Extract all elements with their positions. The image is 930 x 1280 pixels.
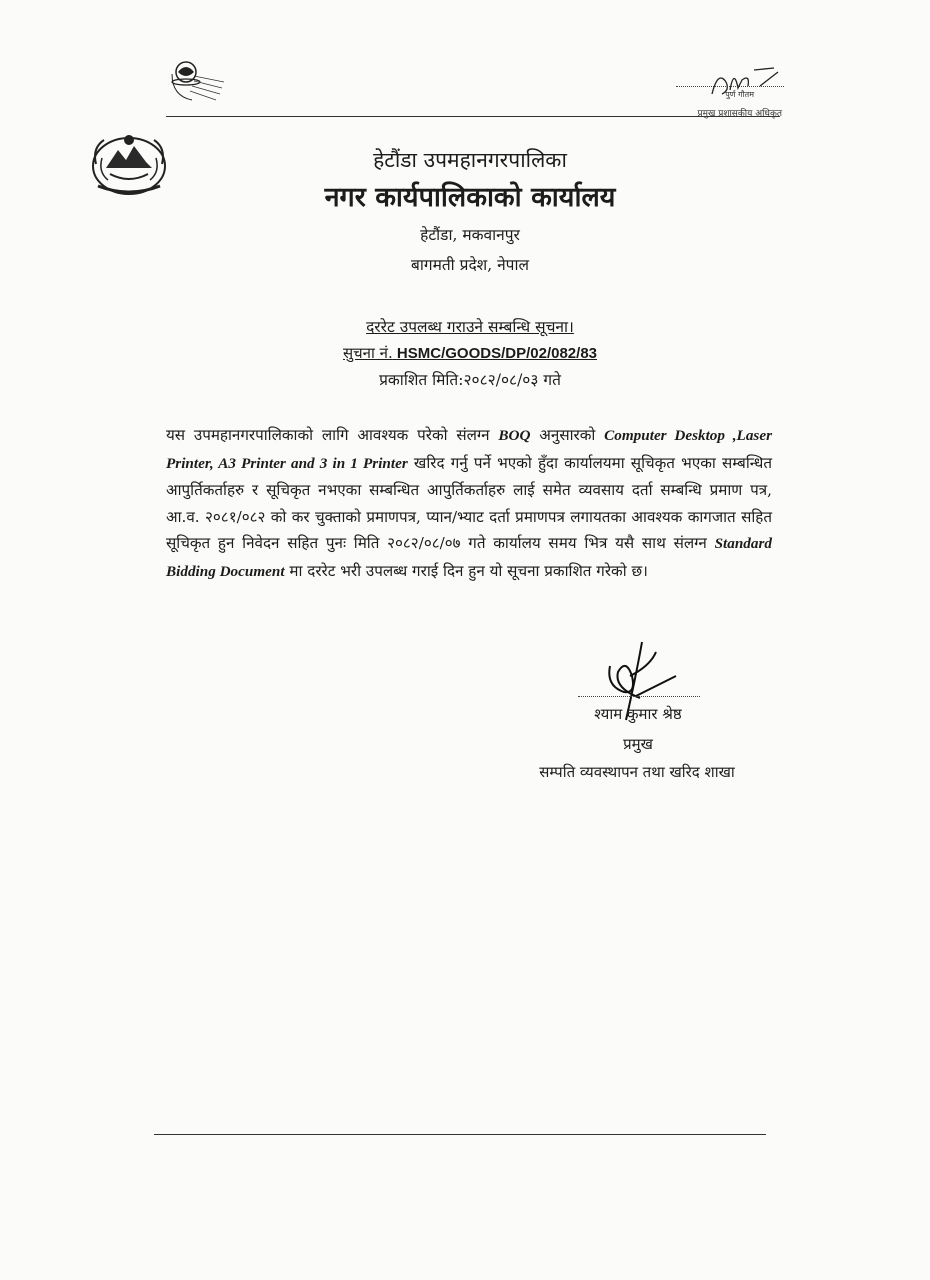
signature-block [500, 636, 770, 796]
officer-stamp [664, 60, 784, 122]
officer-name: पुर्ण गौतम [725, 90, 754, 99]
body-text-1: यस उपमहानगरपालिकाको लागि आवश्यक परेको संलग्न [166, 426, 499, 444]
body-items: Computer Desktop ,Laser Printer, A3 Printer and 3 in 1 Printer [166, 427, 772, 472]
footer-divider [154, 1134, 766, 1135]
officer-signature-line [676, 86, 784, 87]
municipality-name: हेटौंडा उपमहानगरपालिका [373, 148, 567, 172]
notice-number [300, 340, 640, 367]
nepal-emblem-icon [88, 128, 170, 200]
signer-name: श्याम कुमार श्रेष्ठ [594, 705, 682, 723]
notice-number-value: HSMC/GOODS/DP/02/082/83 [396, 345, 597, 362]
signature-line [578, 696, 700, 697]
signer-title: प्रमुख [623, 735, 653, 753]
notice-heading [300, 314, 640, 393]
notice-title: दररेट उपलब्ध गराउने सम्बन्धि सूचना। [366, 318, 574, 336]
address-line-2: बागमती प्रदेश, नेपाल [410, 256, 529, 274]
iso-logo-icon [166, 52, 230, 104]
notice-body [166, 422, 772, 585]
signer-department: सम्पति व्यवस्थापन तथा खरिद शाखा [539, 763, 735, 781]
body-text-2: अनुसारको [530, 426, 605, 444]
notice-number-label: सुचना नं. [343, 344, 393, 362]
office-header [250, 146, 690, 280]
body-text-3: खरिद गर्नु पर्ने भएको हुँदा कार्यालयमा सूचिकृत भएका सम्बन्धित आपुर्तिकर्ताहरु र सूचिकृत नभएका सम्बन्धित आपुर्तिकर्ताहरु लाई समेत व्यवसाय दर्ता सम्बन्धि प्रमाण पत्र, आ.व. २०८१/०८२ को कर चुक्ताको प्रमाणपत्र, प्यान/भ्याट दर्ता प्रमाणपत्र लगायतका आवश्यक कागजात सहित सूचिकृत हुन निवेदन सहित पुनः मिति २०८२/०८/०७ गते कार्यालय समय भित्र यसै साथ संलग्न [166, 453, 772, 552]
officer-title: प्रमुख प्रशासकीय अधिकृत [697, 109, 782, 119]
header-divider [166, 116, 780, 117]
published-date: प्रकाशित मिति:२०८२/०८/०३ गते [379, 371, 561, 389]
body-text-4: मा दररेट भरी उपलब्ध गराई दिन हुन यो सूचना प्रकाशित गरेको छ। [284, 561, 648, 580]
body-boq: BOQ [498, 427, 531, 444]
body-sbd: Standard Bidding Document [166, 535, 772, 580]
office-name: नगर कार्यपालिकाको कार्यालय [324, 182, 616, 213]
address-line-1: हेटौंडा, मकवानपुर [420, 226, 520, 244]
